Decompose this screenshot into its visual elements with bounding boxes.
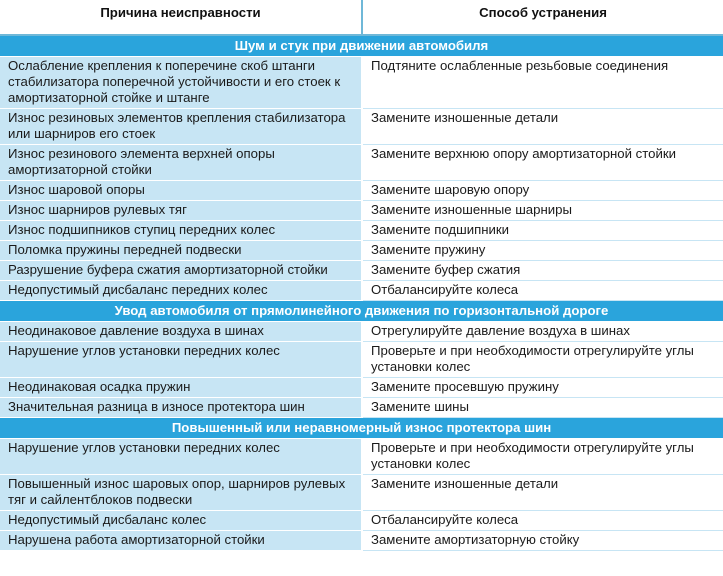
- header-remedy: Способ устранения: [362, 0, 723, 35]
- cause-cell: Износ резиновых элементов крепления стабилизатора или шарниров его стоек: [0, 109, 362, 145]
- table-row: [0, 281, 723, 301]
- remedy-cell: Подтяните ослабленные резьбовые соединения: [362, 57, 723, 109]
- cause-cell: Недопустимый дисбаланс колес: [0, 511, 362, 531]
- remedy-cell: Проверьте и при необходимости отрегулируйте углы установки колес: [362, 342, 723, 378]
- table-row: [0, 57, 723, 109]
- table-row: [0, 475, 723, 511]
- remedy-cell: Отбалансируйте колеса: [362, 281, 723, 301]
- section-title-row: [0, 35, 723, 57]
- header-cause: Причина неисправности: [0, 0, 362, 35]
- section-title-row: [0, 418, 723, 439]
- cause-cell: Износ подшипников ступиц передних колес: [0, 221, 362, 241]
- remedy-cell: Замените шаровую опору: [362, 181, 723, 201]
- remedy-cell: Отбалансируйте колеса: [362, 511, 723, 531]
- section-title: Повышенный или неравномерный износ протектора шин: [0, 418, 723, 439]
- table-row: [0, 531, 723, 551]
- table-row: [0, 221, 723, 241]
- table-row: [0, 378, 723, 398]
- cause-cell: Неодинаковая осадка пружин: [0, 378, 362, 398]
- remedy-cell: Замените просевшую пружину: [362, 378, 723, 398]
- remedy-cell: Замените подшипники: [362, 221, 723, 241]
- remedy-cell: Замените изношенные детали: [362, 475, 723, 511]
- cause-cell: Нарушена работа амортизаторной стойки: [0, 531, 362, 551]
- section-title-row: [0, 301, 723, 322]
- cause-cell: Нарушение углов установки передних колес: [0, 342, 362, 378]
- table-row: [0, 398, 723, 418]
- cause-cell: Недопустимый дисбаланс передних колес: [0, 281, 362, 301]
- remedy-cell: Замените амортизаторную стойку: [362, 531, 723, 551]
- cause-cell: Разрушение буфера сжатия амортизаторной стойки: [0, 261, 362, 281]
- table-row: [0, 261, 723, 281]
- remedy-cell: Замените изношенные шарниры: [362, 201, 723, 221]
- cause-cell: Повышенный износ шаровых опор, шарниров рулевых тяг и сайлентблоков подвески: [0, 475, 362, 511]
- table-row: [0, 181, 723, 201]
- remedy-cell: Отрегулируйте давление воздуха в шинах: [362, 322, 723, 342]
- cause-cell: Значительная разница в износе протектора шин: [0, 398, 362, 418]
- remedy-cell: Проверьте и при необходимости отрегулируйте углы установки колес: [362, 439, 723, 475]
- cause-cell: Нарушение углов установки передних колес: [0, 439, 362, 475]
- remedy-cell: Замените буфер сжатия: [362, 261, 723, 281]
- cause-cell: Износ резинового элемента верхней опоры амортизаторной стойки: [0, 145, 362, 181]
- remedy-cell: Замените верхнюю опору амортизаторной стойки: [362, 145, 723, 181]
- cause-cell: Поломка пружины передней подвески: [0, 241, 362, 261]
- table-row: [0, 145, 723, 181]
- section-title: Шум и стук при движении автомобиля: [0, 35, 723, 57]
- cause-cell: Износ шаровой опоры: [0, 181, 362, 201]
- cause-cell: Износ шарниров рулевых тяг: [0, 201, 362, 221]
- table-row: [0, 342, 723, 378]
- table-row: [0, 439, 723, 475]
- remedy-cell: Замените пружину: [362, 241, 723, 261]
- table-row: [0, 109, 723, 145]
- cause-cell: Ослабление крепления к поперечине скоб штанги стабилизатора поперечной устойчивости и его стоек к амортизаторной стойке и штанге: [0, 57, 362, 109]
- table-header-row: [0, 0, 723, 35]
- remedy-cell: Замените изношенные детали: [362, 109, 723, 145]
- cause-cell: Неодинаковое давление воздуха в шинах: [0, 322, 362, 342]
- remedy-cell: Замените шины: [362, 398, 723, 418]
- table-row: [0, 322, 723, 342]
- section-title: Увод автомобиля от прямолинейного движения по горизонтальной дороге: [0, 301, 723, 322]
- table-row: [0, 511, 723, 531]
- table-row: [0, 201, 723, 221]
- table-row: [0, 241, 723, 261]
